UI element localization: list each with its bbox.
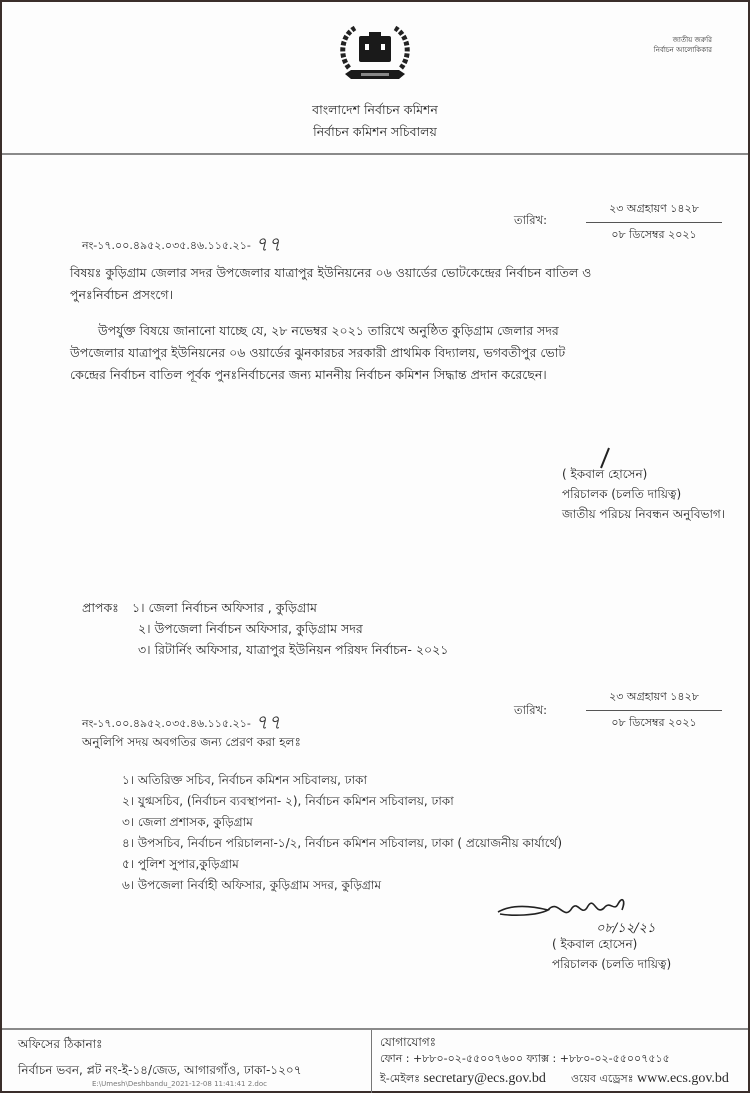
signature-date: ০৮/১২/২১	[596, 921, 656, 936]
date-gregorian-2: ০৮ ডিসেম্বর ২০২১	[611, 716, 697, 729]
copy-recipient-5: ৫। পুলিশ সুপার,কুড়িগ্রাম	[122, 857, 239, 871]
recipient-1: ১। জেলা নির্বাচন অফিসার , কুড়িগ্রাম	[132, 600, 317, 615]
signatory-designation-2: পরিচালক (চলতি দায়িত্ব)	[552, 957, 672, 971]
copy-note: অনুলিপি সদয় অবগতির জন্য প্রেরণ করা হলঃ	[82, 735, 301, 749]
email-link[interactable]: secretary@ecs.gov.bd	[423, 1071, 546, 1086]
memo-date-2	[586, 688, 722, 733]
copy-recipient-1: ১। অতিরিক্ত সচিব, নির্বাচন কমিশন সচিবালয়, ঢাকা	[122, 773, 367, 787]
memo-number-text: নং-১৭.০০.৪৯৫২.০৩৫.৪৬.১১৫.২১-	[82, 239, 251, 252]
web-label: ওয়েব এড্রেসঃ	[570, 1072, 634, 1085]
copy-recipient-3: ৩। জেলা প্রশাসক, কুড়িগ্রাম	[122, 815, 253, 829]
document-page	[2, 2, 748, 1091]
copy-recipient-4: ৪। উপসচিব, নির্বাচন পরিচালনা-১/২, নির্বাচন কমিশন সচিবালয়, ঢাকা ( প্রয়োজনীয় কার্যার্থে)	[122, 836, 562, 850]
recipient-2: ২। উপজেলা নির্বাচন অফিসার, কুড়িগ্রাম সদর	[138, 621, 363, 636]
recipient-3: ৩। রিটার্নিং অফিসার, যাত্রাপুর ইউনিয়ন পরিষদ নির্বাচন- ২০২১	[138, 642, 449, 657]
office-address: নির্বাচন ভবন, প্লট নং-ই-১৪/জেড, আগারগাঁও, ঢাকা-১২০৭	[18, 1063, 302, 1077]
subject	[70, 262, 710, 306]
subject-line-2: পুনঃনির্বাচন প্রসংগে।	[70, 287, 174, 302]
signatory-department-1: জাতীয় পরিচয় নিবন্ধন অনুবিভাগ।	[562, 507, 726, 521]
header-divider	[2, 153, 748, 155]
election-commission-emblem-icon	[335, 22, 415, 86]
date-label-2: তারিখ:	[514, 703, 548, 717]
contact-web-email	[380, 1070, 729, 1088]
secretariat-name: নির্বাচন কমিশন সচিবালয়	[313, 124, 437, 139]
copy-recipient-2: ২। যুগ্মসচিব, (নির্বাচন ব্যবস্থাপনা- ২), নির্বাচন কমিশন সচিবালয়, ঢাকা	[122, 794, 454, 808]
memo-number	[82, 230, 281, 263]
subject-line-1: কুড়িগ্রাম জেলার সদর উপজেলার যাত্রাপুর ইউনিয়নের ০৬ ওয়ার্ডের ভোটকেন্দ্রের নির্বাচন বাতিল ও	[105, 265, 592, 280]
date-bengali-2: ২৩ অগ্রহায়ণ ১৪২৮	[586, 688, 722, 711]
website-link[interactable]: www.ecs.gov.bd	[637, 1071, 729, 1086]
date-label: তারিখ:	[514, 213, 548, 227]
signatory-name-1: ( ইকবাল হোসেন)	[562, 467, 648, 481]
memo-number-handwritten: ৭৭	[254, 232, 281, 256]
body-paragraph	[70, 320, 720, 386]
signatory-name-2: ( ইকবাল হোসেন)	[552, 937, 638, 951]
corner-stamp-line-1: জাতীয় জরুরি	[672, 36, 712, 44]
corner-stamp-line-2: নির্বাচন আলোকিকার	[653, 46, 712, 54]
memo-number-text-2: নং-১৭.০০.৪৯৫২.০৩৫.৪৬.১১৫.২১-	[82, 717, 251, 730]
date-gregorian: ০৮ ডিসেম্বর ২০২১	[611, 228, 697, 241]
contact-label: যোগাযোগঃ	[380, 1035, 437, 1049]
address-label: অফিসের ঠিকানাঃ	[18, 1037, 103, 1051]
organization-name: বাংলাদেশ নির্বাচন কমিশন	[312, 102, 438, 117]
recipients-label: প্রাপকঃ	[82, 600, 119, 615]
subject-label: বিষয়ঃ	[70, 265, 102, 280]
memo-number-handwritten-2: ৭৭	[254, 710, 281, 734]
footer-divider	[371, 1030, 372, 1093]
phone-fax: ফোন : +৮৮০-০২-৫৫০০৭৬০০ ফ্যাক্স : +৮৮০-০২-৫৫০০৭৫১৫	[380, 1052, 670, 1065]
handwritten-signature-icon	[492, 894, 692, 940]
memo-date	[586, 200, 722, 245]
signatory-designation-1: পরিচালক (চলতি দায়িত্ব)	[562, 487, 682, 501]
print-note: E:\Umesh\Deshbandu_2021-12-08 11:41:41 2.doc	[92, 1080, 267, 1088]
copy-recipient-6: ৬। উপজেলা নির্বাহী অফিসার, কুড়িগ্রাম সদর, কুড়িগ্রাম	[122, 878, 382, 892]
body-line-2: উপজেলার যাত্রাপুর ইউনিয়নের ০৬ ওয়ার্ডের ঝুনকারচর সরকারী প্রাথমিক বিদ্যালয়, ভগবতীপুর ভোট	[70, 345, 566, 360]
body-line-3: কেন্দ্রের নির্বাচন বাতিল পূর্বক পুনঃনির্বাচনের জন্য মাননীয় নির্বাচন কমিশন সিদ্ধান্ত প্রদান করেছেন।	[70, 367, 547, 382]
body-line-1: উপর্যুক্ত বিষয়ে জানানো যাচ্ছে যে, ২৮ নভেম্বর ২০২১ তারিখে অনুষ্ঠিত কুড়িগ্রাম জেলার সদর	[98, 323, 559, 338]
email-label: ই-মেইলঃ	[380, 1072, 421, 1085]
letterhead-footer	[2, 1028, 748, 1091]
date-bengali: ২৩ অগ্রহায়ণ ১৪২৮	[586, 200, 722, 223]
